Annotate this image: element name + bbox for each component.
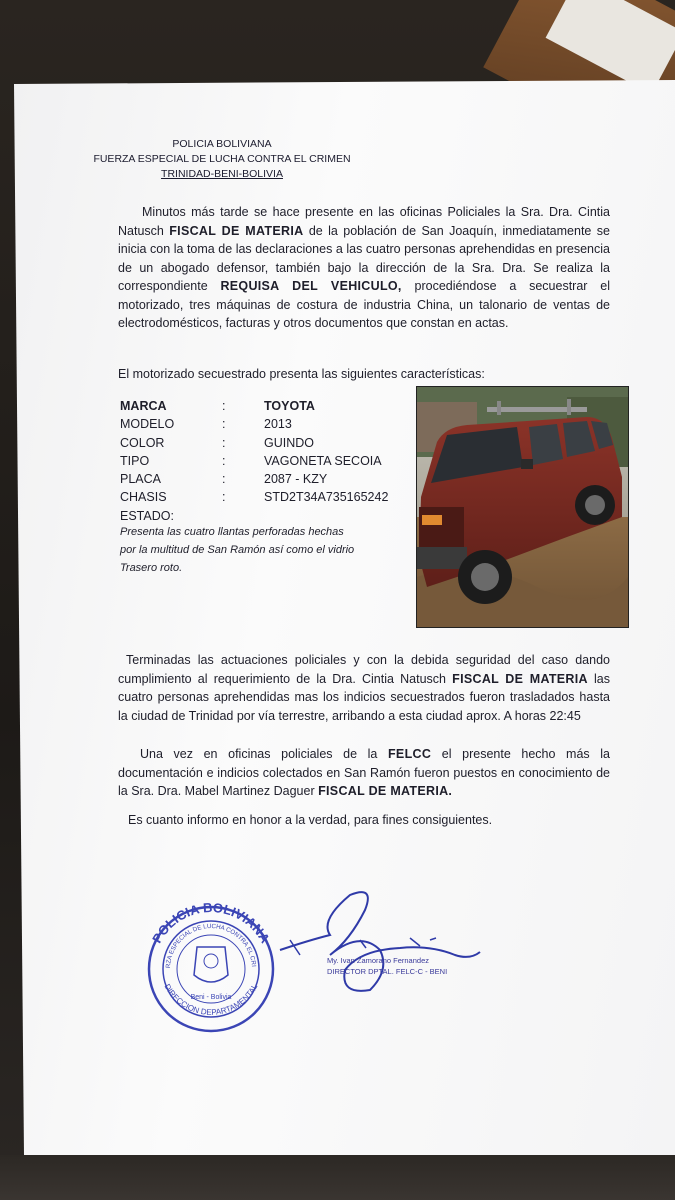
p2-text: El motorizado secuestrado presenta las siguientes características: (118, 367, 485, 381)
stamp-center-text: Beni - Bolivia (190, 994, 232, 1001)
p4-text-c: el presente hecho más la documentación e indicios colectados en San Ramón fueron puestos en conocimiento de la Sra. Dra. Mabel Martinez Daguer (118, 747, 611, 798)
signer-name: My. Ivan Zamorano Fernandez (327, 956, 429, 965)
police-stamp-graphic (142, 903, 280, 1033)
estado-description (120, 523, 410, 577)
spec-value: GUINDO (264, 435, 314, 450)
p5-text: Es cuanto informo en honor a la verdad, para fines consiguientes. (128, 813, 493, 827)
estado-line: Trasero roto. (120, 562, 183, 574)
spec-colon: : (222, 453, 226, 468)
spec-value: 2013 (264, 417, 292, 432)
estado-line: por la multitud de San Ramón así como el vidrio (120, 544, 355, 556)
p1-requisa: REQUISA DEL VEHICULO, (220, 279, 402, 293)
p4-fiscal: FISCAL DE MATERIA. (318, 784, 453, 798)
spec-colon: : (222, 435, 226, 450)
spec-colon: : (222, 490, 226, 505)
spec-row (120, 415, 410, 433)
stamp-ring-text: RZA ESPECIAL DE LUCHA CONTRA EL CRI (164, 922, 257, 969)
spec-key: MARCA (120, 399, 167, 413)
estado-label: ESTADO: (120, 508, 174, 523)
letterhead-line-1: POLICIA BOLIVIANA (172, 138, 272, 150)
vehicle-photo (416, 386, 629, 628)
paragraph-5 (118, 811, 610, 830)
signature (270, 880, 490, 1000)
letterhead-line-3: TRINIDAD-BENI-BOLIVIA (161, 168, 283, 180)
paragraph-2 (118, 365, 610, 384)
vehicle-specs (120, 397, 410, 525)
p1-fiscal: FISCAL DE MATERIA (169, 223, 304, 238)
paragraph-1 (118, 203, 610, 333)
p3-fiscal: FISCAL DE MATERIA (452, 671, 588, 686)
letterhead (92, 137, 352, 182)
spec-row (120, 488, 410, 506)
spec-key: COLOR (120, 435, 165, 450)
vehicle-photo-graphic (417, 387, 628, 627)
spec-value: STD2T34A735165242 (264, 490, 389, 505)
spec-colon: : (222, 399, 226, 413)
spec-key: MODELO (120, 417, 175, 432)
spec-colon: : (222, 472, 226, 487)
stamp-bottom-text: DIRECCION DEPARTAMENTAL (162, 982, 260, 1017)
spec-key: CHASIS (120, 490, 167, 505)
spec-value: 2087 - KZY (264, 472, 328, 487)
signer-title: DIRECTOR DPTAL. FELC-C - BENI (327, 967, 448, 976)
paragraph-4 (118, 745, 610, 801)
estado-line: Presenta las cuatro llantas perforadas hechas (120, 526, 344, 538)
p1-text-c: de la población de San Joaquín, inmediatamente se inicia con la toma de las declaraciones a las cuatro personas aprehendidas en presencia de un abogado defensor, también bajo la dirección de la Sra. Dra. Se realiza la correspondiente (118, 223, 610, 293)
p3-text-c: las cuatro personas aprehendidas mas los indicios secuestrados fueron trasladados hasta la ciudad de Trinidad por vía terrestre, arribando a esta ciudad aprox. A horas 22:45 (118, 671, 610, 723)
spec-value: VAGONETA SECOIA (264, 453, 382, 468)
spec-key: TIPO (120, 453, 150, 468)
p4-felcc: FELCC (388, 747, 432, 761)
police-stamp (142, 903, 280, 1033)
spec-value: TOYOTA (264, 399, 315, 413)
spec-row (120, 470, 410, 488)
spec-colon: : (222, 417, 226, 432)
p3-text-a: Terminadas las actuaciones policiales y con la debida seguridad del caso dando cumplimiento al requerimiento de la Dra. Cintia Natusch (118, 653, 610, 686)
signer-block (327, 955, 447, 977)
signature-graphic (270, 880, 490, 1000)
spec-row (120, 397, 410, 415)
p4-text-a: Una vez en oficinas policiales de la (140, 747, 388, 761)
spec-row (120, 452, 410, 470)
p1-text-a: Minutos más tarde se hace presente en las oficinas Policiales la Sra. Dra. Cintia Natusch (118, 205, 610, 238)
spec-row (120, 434, 410, 452)
table-edge (0, 1155, 675, 1200)
stamp-outer-text: POLICIA BOLIVIANA (149, 903, 273, 946)
spec-key: PLACA (120, 472, 161, 487)
paragraph-3 (118, 651, 610, 725)
p1-text-e: procediéndose a secuestrar el motorizado, tres máquinas de costura de industria China, un talonario de ventas de electrodomésticos, facturas y otros documentos que constan en actas. (118, 279, 610, 330)
letterhead-line-2: FUERZA ESPECIAL DE LUCHA CONTRA EL CRIMEN (93, 153, 351, 165)
